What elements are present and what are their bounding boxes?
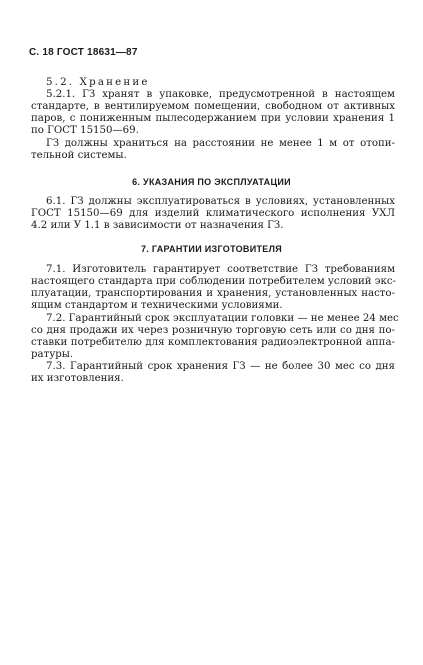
paragraph-7-1-line-4: ящим стандартом и техническими условиями. <box>31 300 283 311</box>
paragraph-6-1-line-2: ГОСТ 15150—69 для изделий климатического исполнения УХЛ <box>31 208 395 219</box>
paragraph-5-2-1-line-1: 5.2.1. ГЗ хранят в упаковке, предусмотренной в настоящем <box>46 89 395 100</box>
page-header: С. 18 ГОСТ 18631—87 <box>29 47 138 58</box>
paragraph-7-1-line-1: 7.1. Изготовитель гарантирует соответствие ГЗ требованиям <box>46 264 395 275</box>
paragraph-7-2-line-1: 7.2. Гарантийный срок эксплуатации головки — не менее 24 мес <box>46 313 399 324</box>
paragraph-5-2-1-line-3: паров, с пониженным пылесодержанием при условии хранения 1 <box>31 113 395 124</box>
paragraph-6-1-line-1: 6.1. ГЗ должны эксплуатироваться в условиях, установленных <box>46 196 395 207</box>
paragraph-5-2-2-line-2: тельной системы. <box>31 150 127 161</box>
paragraph-7-3-line-1: 7.3. Гарантийный срок хранения ГЗ — не более 30 мес со дня <box>46 361 395 372</box>
paragraph-7-3-line-2: их изготовления. <box>31 373 124 384</box>
paragraph-7-2-line-2: со дня продажи их через розничную торговую сеть или со дня по- <box>31 325 395 336</box>
paragraph-7-2-line-4: ратуры. <box>31 349 74 360</box>
paragraph-7-1-line-2: настоящего стандарта при соблюдении потребителем условий экс- <box>31 276 396 287</box>
paragraph-5-2-1-line-2: стандарте, в вентилируемом помещении, свободном от активных <box>31 101 395 112</box>
paragraph-7-1-line-3: плуатации, транспортирования и хранения, установленных насто- <box>31 288 395 299</box>
paragraph-6-1-line-3: 4.2 или У 1.1 в зависимости от назначения ГЗ. <box>31 220 284 231</box>
paragraph-5-2-1-line-4: по ГОСТ 15150—69. <box>31 125 139 136</box>
paragraph-5-2-2-line-1: ГЗ должны храниться на расстоянии не менее 1 м от отопи- <box>46 138 395 149</box>
section-7-title: 7. ГАРАНТИИ ИЗГОТОВИТЕЛЯ <box>140 244 282 254</box>
section-6-title: 6. УКАЗАНИЯ ПО ЭКСПЛУАТАЦИИ <box>132 177 291 187</box>
paragraph-7-2-line-3: ставки потребителю для комплектования радиоэлектронной аппа- <box>31 337 395 348</box>
subheading-storage: 5.2. Хранение <box>46 77 150 88</box>
